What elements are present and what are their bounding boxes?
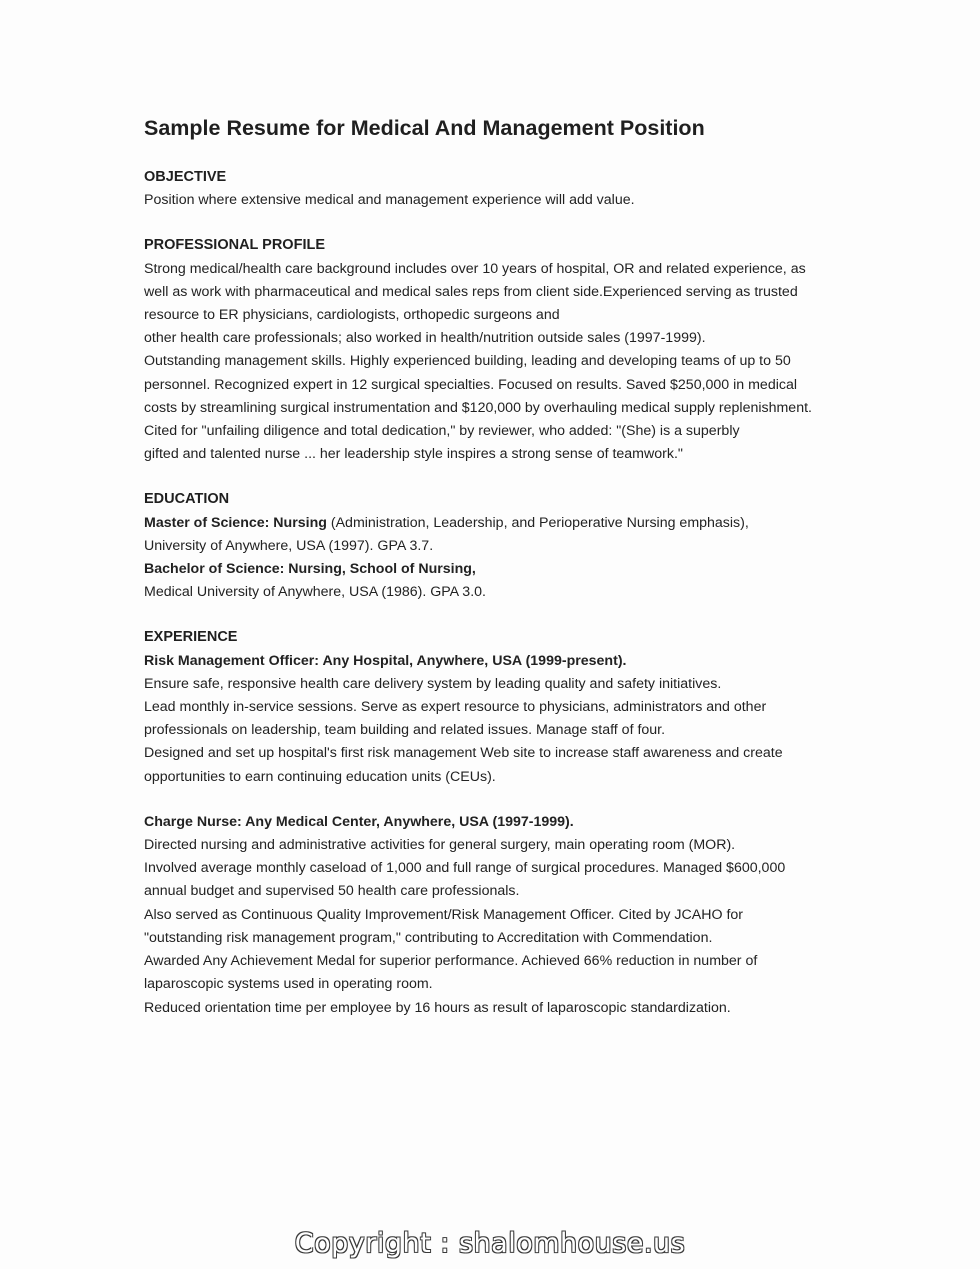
- experience-section: [144, 626, 844, 1019]
- job-line: Reduced orientation time per employee by 16 hours as result of laparoscopic standardization.: [144, 999, 731, 1016]
- job-line: Awarded Any Achievement Medal for superior performance. Achieved 66% reduction in number of: [144, 953, 758, 970]
- degree-bachelors-school: Medical University of Anywhere, USA (1986). GPA 3.0.: [144, 584, 486, 601]
- job-line: Ensure safe, responsive health care delivery system by leading quality and safety initiatives.: [144, 675, 722, 692]
- job-title: Risk Management Officer: Any Hospital, Anywhere, USA (1999-present).: [144, 652, 627, 669]
- profile-line: Strong medical/health care background includes over 10 years of hospital, OR and related experience, as: [144, 260, 806, 277]
- education-heading: EDUCATION: [144, 491, 230, 508]
- profile-line: resource to ER physicians, cardiologists, orthopedic surgeons and: [144, 307, 560, 324]
- profile-heading: PROFESSIONAL PROFILE: [144, 237, 326, 254]
- job-line: professionals on leadership, team building and related issues. Manage staff of four.: [144, 722, 666, 739]
- profile-section: [144, 234, 844, 466]
- profile-line: costs by streamlining surgical instrumentation and $120,000 by overhauling medical supply replenishment.: [144, 399, 812, 416]
- objective-heading: OBJECTIVE: [144, 169, 227, 185]
- job-line: annual budget and supervised 50 health care professionals.: [144, 883, 520, 900]
- copyright-watermark: Copyright : shalomhouse.us: [294, 1228, 686, 1259]
- job-line: Involved average monthly caseload of 1,000 and full range of surgical procedures. Managed $600,000: [144, 860, 786, 877]
- degree-masters: [144, 512, 844, 535]
- degree-bachelors-title: Bachelor of Science: Nursing, School of Nursing,: [144, 561, 476, 578]
- job-spacer: [144, 789, 844, 811]
- job-line: Designed and set up hospital's first risk management Web site to increase staff awareness and create: [144, 745, 783, 762]
- experience-heading: EXPERIENCE: [144, 629, 238, 646]
- degree-masters-title: Master of Science: Nursing: [144, 514, 327, 531]
- resume-content: [144, 112, 844, 1020]
- education-section: [144, 488, 844, 604]
- job-line: Lead monthly in-service sessions. Serve as expert resource to physicians, administrators and other: [144, 699, 767, 716]
- profile-line: other health care professionals; also worked in health/nutrition outside sales (1997-1999).: [144, 330, 706, 347]
- job-title: Charge Nurse: Any Medical Center, Anywhere, USA (1997-1999).: [144, 813, 574, 830]
- job-line: Directed nursing and administrative activities for general surgery, main operating room (MOR).: [144, 837, 736, 854]
- profile-line: Cited for "unfailing diligence and total dedication," by reviewer, who added: "(She) is a superbly: [144, 423, 740, 440]
- profile-line: gifted and talented nurse ... her leadership style inspires a strong sense of teamwork.": [144, 446, 683, 463]
- job-line: Also served as Continuous Quality Improvement/Risk Management Officer. Cited by JCAHO for: [144, 906, 744, 923]
- objective-line: Position where extensive medical and management experience will add value.: [144, 192, 635, 209]
- job-line: laparoscopic systems used in operating room.: [144, 976, 433, 993]
- job-line: opportunities to earn continuing education units (CEUs).: [144, 768, 496, 785]
- degree-masters-school: University of Anywhere, USA (1997). GPA 3.7.: [144, 537, 434, 554]
- job-line: "outstanding risk management program," contributing to Accreditation with Commendation.: [144, 929, 713, 946]
- profile-line: personnel. Recognized expert in 12 surgical specialties. Focused on results. Saved $250,000 in medical: [144, 376, 798, 393]
- degree-masters-detail: (Administration, Leadership, and Perioperative Nursing emphasis),: [326, 514, 749, 531]
- objective-section: [144, 166, 844, 212]
- profile-line: well as work with pharmaceutical and medical sales reps from client side.Experienced serving as trusted: [144, 283, 798, 300]
- profile-line: Outstanding management skills. Highly experienced building, leading and developing teams of up to 50: [144, 353, 791, 370]
- resume-title: Sample Resume for Medical And Management Position: [144, 116, 705, 140]
